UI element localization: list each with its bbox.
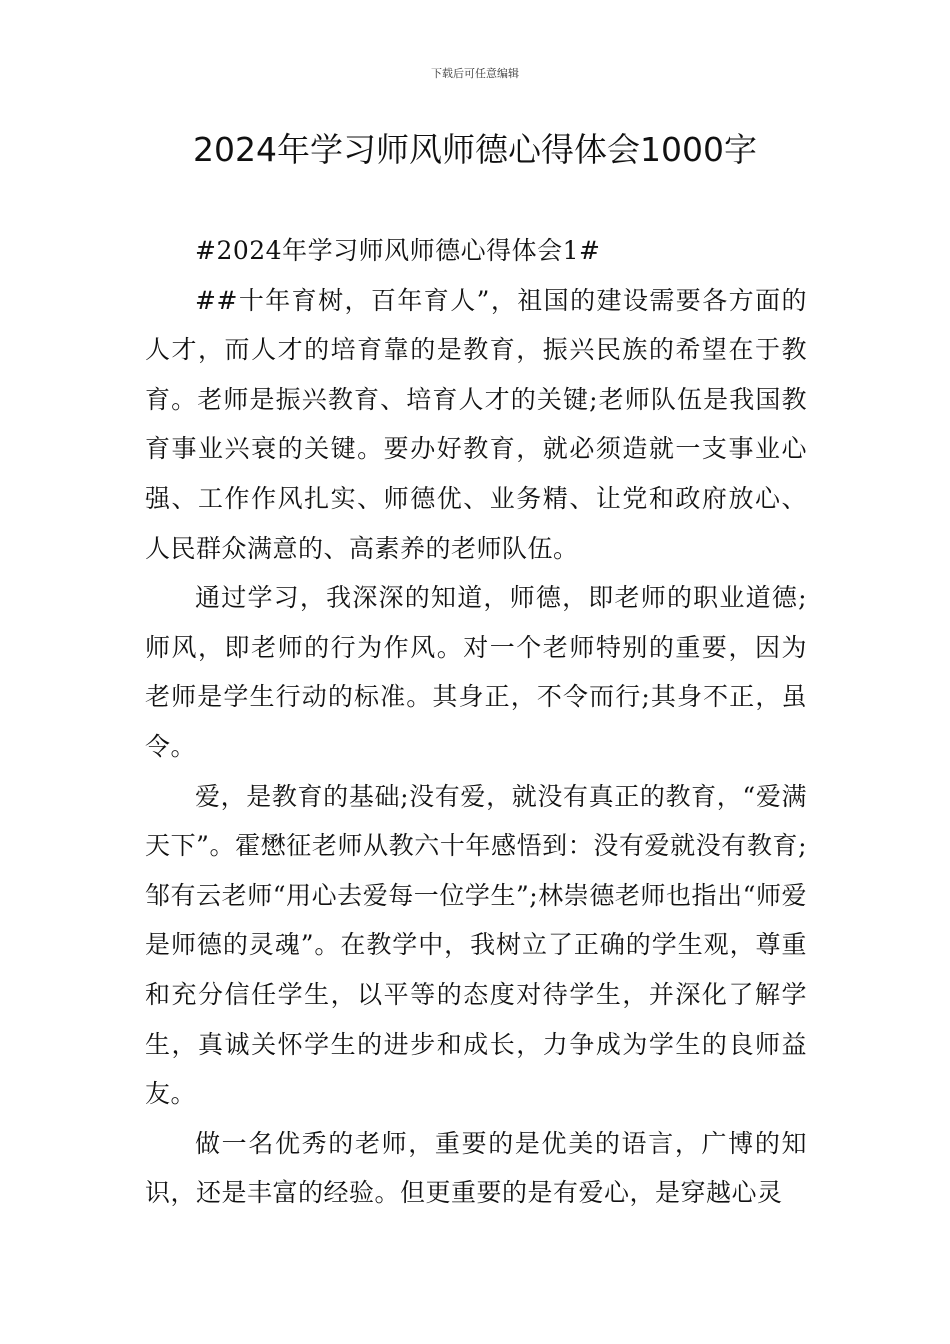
body-paragraph: 通过学习，我深深的知道，师德，即老师的职业道德;师风，即老师的行为作风。对一个老师特别的重要，因为老师是学生行动的标准。其身正，不令而行;其身不正，虽令。 xyxy=(145,583,807,761)
body-paragraph: 做一名优秀的老师，重要的是优美的语言，广博的知识，还是丰富的经验。但更重要的是有爱心，是穿越心灵 xyxy=(145,1128,807,1208)
document-title: 2024年学习师风师德心得体会1000字 xyxy=(193,130,757,169)
body-paragraph: ##十年育树，百年育人”，祖国的建设需要各方面的人才，而人才的培育靠的是教育，振兴民族的希望在于教育。老师是振兴教育、培育人才的关键;老师队伍是我国教育事业兴衰的关键。要办好教育，就必须造就一支事业心强、工作作风扎实、师德优、业务精、让党和政府放心、人民群众满意的、高素养的老师队伍。 xyxy=(145,285,807,563)
header-note: 下载后可任意编辑 xyxy=(431,67,519,80)
document-body xyxy=(145,226,807,1218)
body-paragraph: 爱，是教育的基础;没有爱，就没有真正的教育，“爱满天下”。霍懋征老师从教六十年感悟到：没有爱就没有教育;邹有云老师“用心去爱每一位学生”;林崇德老师也指出“师爱是师德的灵魂”。在教学中，我树立了正确的学生观，尊重和充分信任学生，以平等的态度对待学生，并深化了解学生，真诚关怀学生的进步和成长，力争成为学生的良师益友。 xyxy=(145,781,807,1109)
section-heading: #2024年学习师风师德心得体会1# xyxy=(195,236,601,265)
